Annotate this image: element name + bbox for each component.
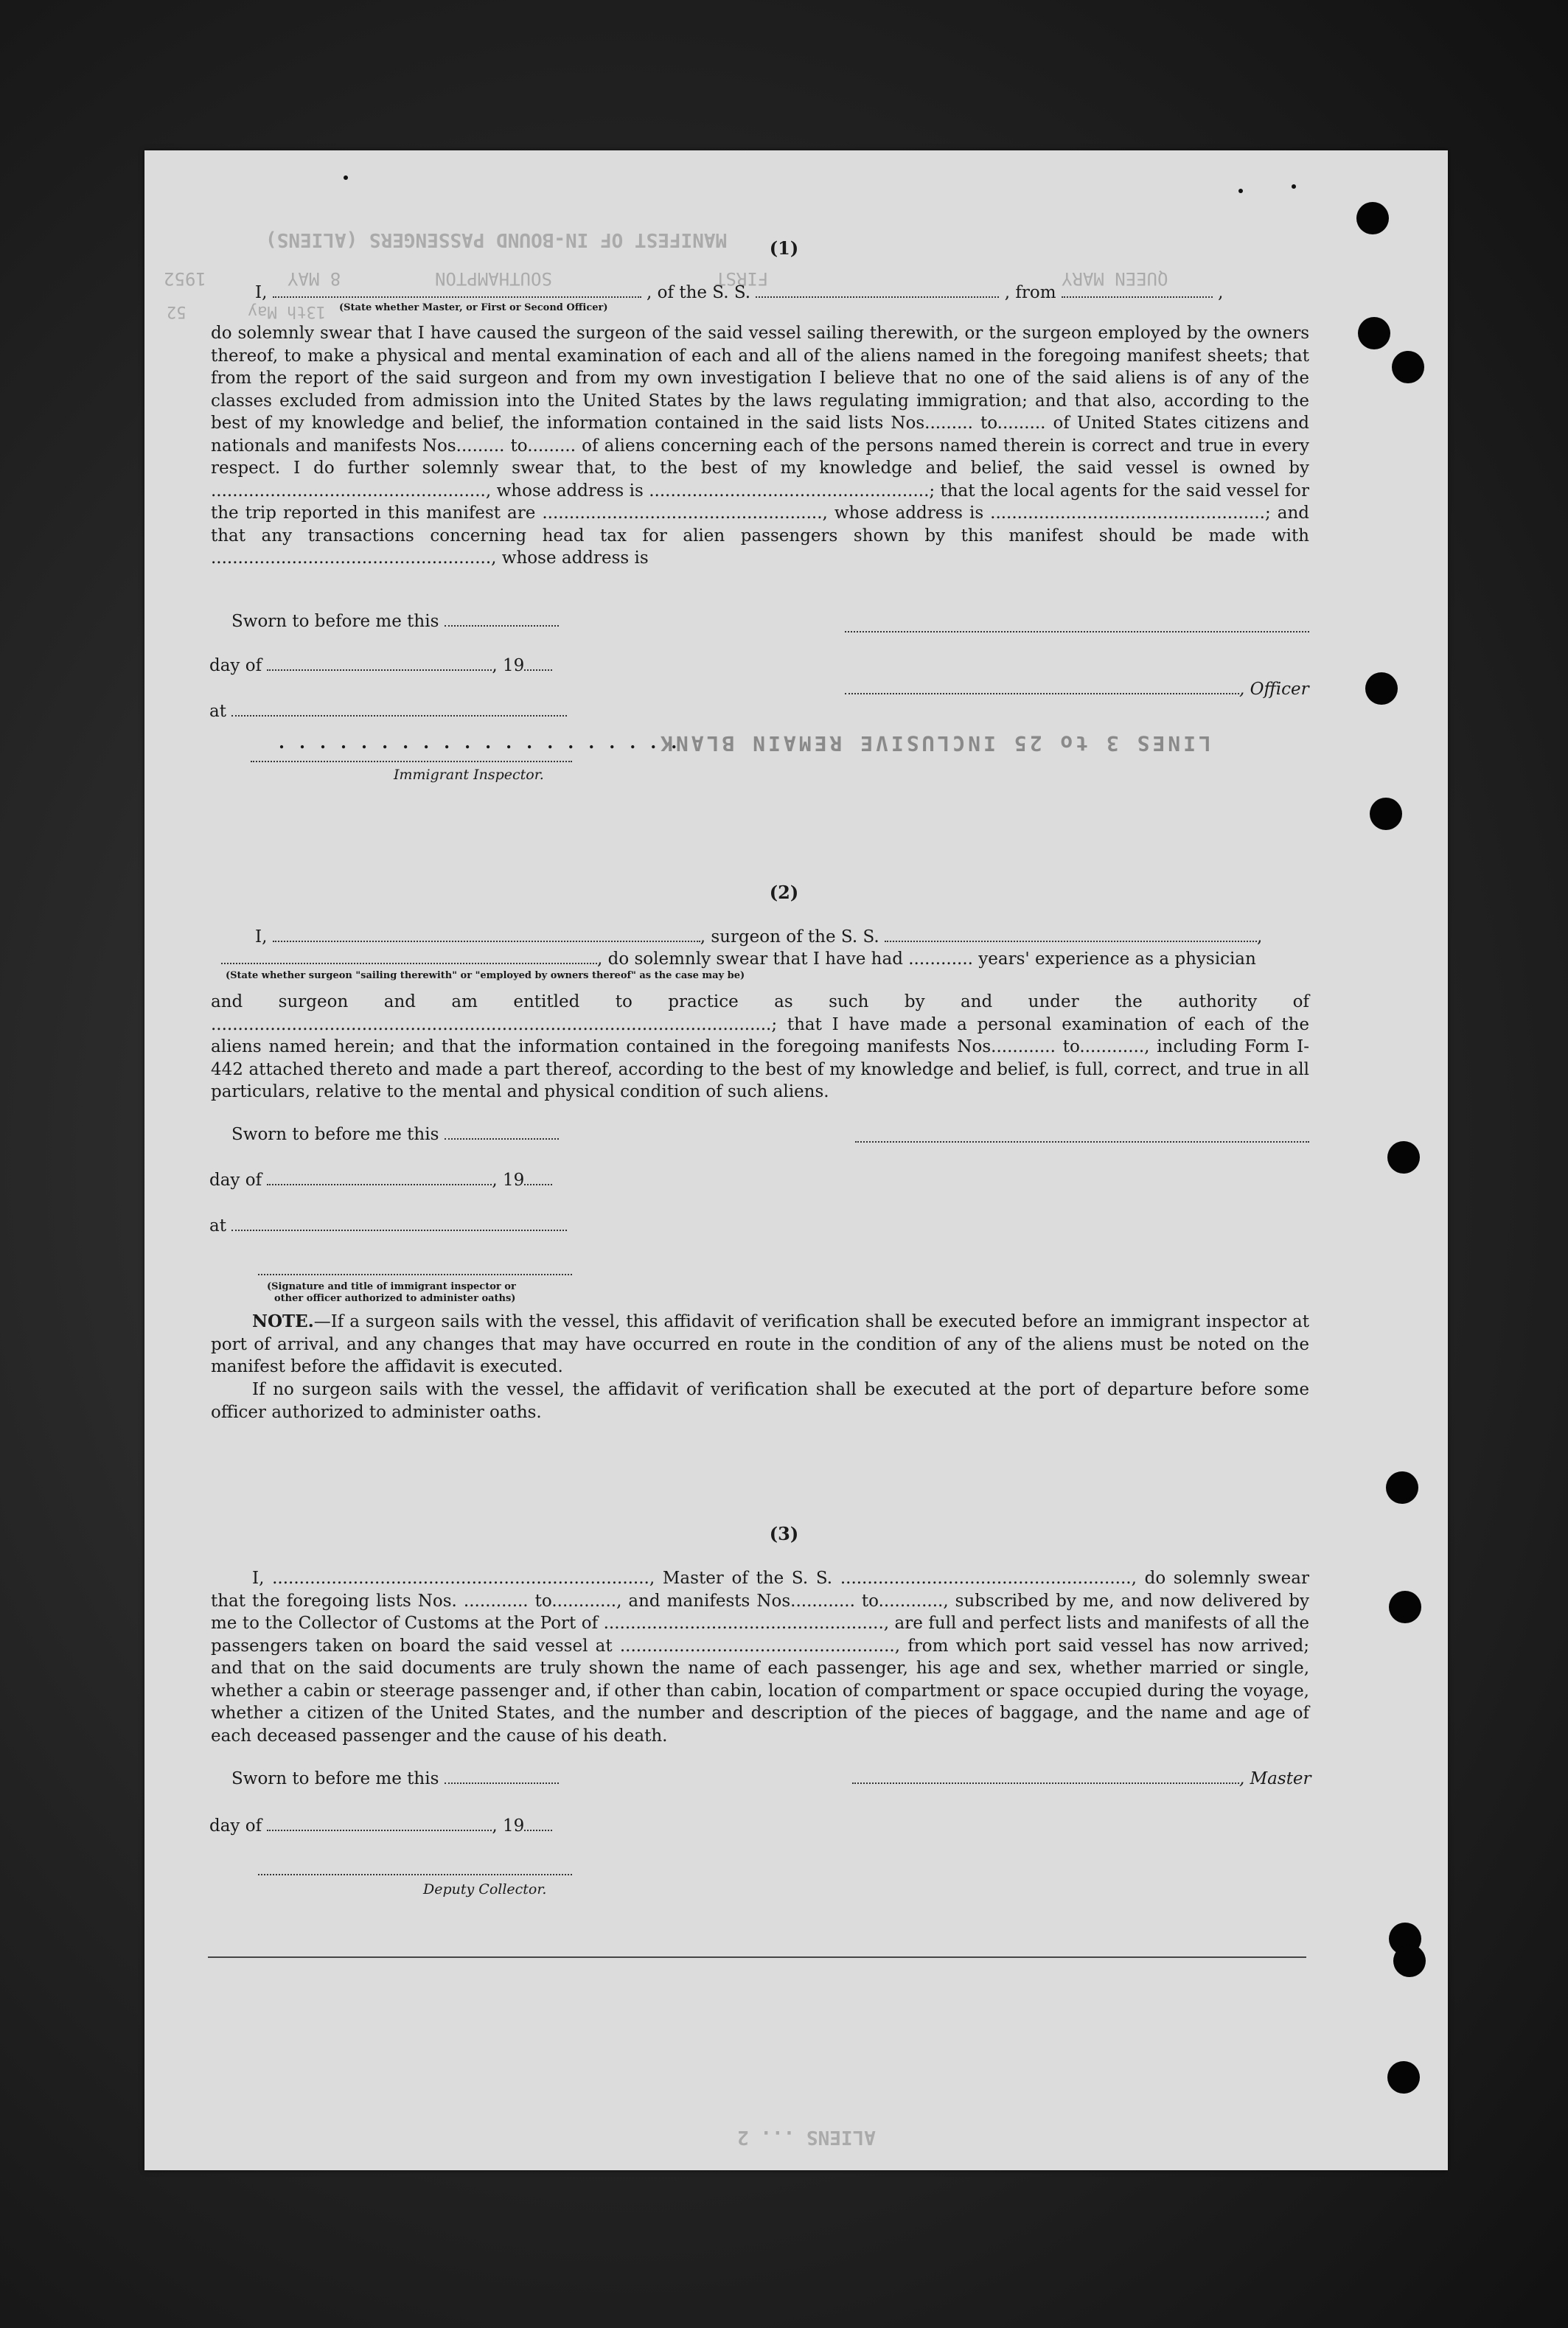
section-1-paragraph: do solemnly swear that I have caused the surgeon of the said vessel sailing therewith, or the surgeon employed by the owners thereof, to make a physical and mental examination of each and all of the aliens named in the foregoing manifest sheets; that from the report of the said surgeon and from my own investigation I believe that no one of the said aliens is of any of the classes excluded from admission into the United States by the laws regulating immigration; and that also, according to the best of my knowledge and belief, the information contained in the said lists Nos......... to......... of United States citizens and nationals and manifests Nos......... to......... of aliens concerning each of the persons named therein is correct and true in every respect. I do further solemnly swear that, to the best of my knowledge and belief, the said vessel is owned by ..................................................., whose address is ....................................................; that the local agents for the said vessel for the trip reported in this manifest are ...................................................., whose address is ...................................................; and that any transactions concerning head tax for alien passengers shown by this manifest should be made with ...................................................., whose address is xyxy=(211,324,1309,568)
section-1-line-1 xyxy=(255,283,1223,302)
section-1-comma: , xyxy=(1218,283,1224,302)
year-blank xyxy=(524,669,552,671)
binder-hole xyxy=(1389,1591,1421,1623)
section-2-day-of xyxy=(209,1171,552,1190)
year-label: , 19 xyxy=(492,656,525,675)
deputy-collector-label: Deputy Collector. xyxy=(423,1881,547,1897)
year-blank xyxy=(524,1829,552,1831)
year-blank xyxy=(524,1183,552,1185)
bleed-through-ship: QUEEN MARY xyxy=(1062,268,1168,289)
inspector-signature-line xyxy=(251,761,572,762)
section-3-sworn xyxy=(231,1769,559,1788)
binder-hole xyxy=(1387,1141,1420,1174)
immigrant-inspector-label: Immigrant Inspector. xyxy=(394,767,544,783)
binder-hole xyxy=(1387,2061,1420,2094)
officer-signature-line-1 xyxy=(845,631,1309,632)
bleed-through-class: FIRST xyxy=(715,268,769,289)
bleed-through-footer: ALIENS ... 2 xyxy=(737,2126,876,2148)
section-1-i: I, xyxy=(255,283,268,302)
section-1-number: (1) xyxy=(769,237,799,259)
surgeon-ship-blank xyxy=(885,940,1257,942)
binder-hole xyxy=(1356,202,1389,234)
bleed-through-arrival: 13th May xyxy=(248,302,326,321)
section-1-ship-blank xyxy=(756,296,999,298)
section-2-number: (2) xyxy=(769,882,799,903)
section-3-paragraph: I, ......................................................................, Master of the S. S. ......................................................, do solemnly swear that the foregoing lists Nos. ............ to............, and manifests Nos............ to............, subscribed by me, and now delivered by me to the Collector of Customs at the Port of ...................................................., are full and perfect lists and manifests of all the passengers taken on board the said vessel at ..................................................., from which port said vessel has now arrived; and that on the said documents are truly shown the name of each passenger, his age and sex, whether married or single, whether a cabin or steerage passenger and, if other than cabin, location of compartment or space occupied during the voyage, whether a citizen of the United States, and the number and description of the pieces of baggage, and the name and age of each deceased passenger and the cause of his death. xyxy=(211,1569,1309,1746)
section-1-officer-blank xyxy=(273,296,641,298)
binder-hole xyxy=(1386,1471,1418,1504)
lines-blank-stamp: LINES 3 to 25 INCLUSIVE REMAIN BLANK xyxy=(658,731,1211,756)
section-3-master-signature xyxy=(852,1769,1311,1788)
section-2-note-2: If no surgeon sails with the vessel, the affidavit of verification shall be executed at the port of departure before some officer authorized to administer oaths. xyxy=(211,1380,1309,1422)
officer-signature-line-2 xyxy=(845,692,1239,694)
section-1-of-ss: , of the S. S. xyxy=(647,283,751,302)
day-of-label: day of xyxy=(209,656,262,675)
section-1-dotted-row: . . . . . . . . . . . . . . . . . . . . xyxy=(279,733,682,753)
section-3-number: (3) xyxy=(769,1523,799,1544)
deputy-signature-line xyxy=(258,1874,572,1875)
bleed-through-year: 1952 xyxy=(164,268,206,289)
bleed-through-port: SOUTHAMPTON xyxy=(435,268,552,289)
signature-caption-line-2: other officer authorized to administer oaths) xyxy=(274,1293,516,1304)
note-label: NOTE. xyxy=(252,1311,314,1331)
binder-hole xyxy=(1358,317,1390,349)
bleed-through-year2: 52 xyxy=(167,302,187,321)
section-1-sworn xyxy=(231,612,559,631)
section-1-from: , from xyxy=(1004,283,1056,302)
speck xyxy=(344,175,348,180)
section-1-officer-caption: (State whether Master, or First or Second Officer) xyxy=(339,302,608,313)
at-blank xyxy=(231,1229,567,1231)
surgeon-name-blank xyxy=(273,940,700,942)
day-of-blank xyxy=(267,669,492,671)
section-3-day-of xyxy=(209,1816,552,1836)
section-2-sworn xyxy=(231,1125,559,1144)
section-1-officer-signature xyxy=(845,680,1309,699)
at-label: at xyxy=(209,1216,226,1236)
speck xyxy=(1238,189,1243,193)
surgeon-signature-line xyxy=(855,1141,1309,1143)
speck xyxy=(1292,184,1296,189)
section-2-line-1: I, , surgeon of the S. S. , xyxy=(255,927,1263,947)
day-of-blank xyxy=(267,1829,492,1831)
sworn-label: Sworn to before me this xyxy=(231,1125,439,1144)
surgeon-status-blank xyxy=(221,962,597,964)
bottom-rule xyxy=(208,1956,1306,1958)
day-of-label: day of xyxy=(209,1816,262,1836)
year-label: , 19 xyxy=(492,1816,525,1836)
section-2-i: I, xyxy=(255,927,268,947)
surgeon-of-ss: , surgeon of the S. S. xyxy=(700,927,879,947)
section-2-line-2 xyxy=(221,949,1256,969)
sworn-blank xyxy=(445,1137,559,1140)
section-1-from-blank xyxy=(1062,296,1213,298)
note-text: —If a surgeon sails with the vessel, this affidavit of verification shall be executed before an immigrant inspector at port of arrival, and any changes that may have occurred en route in the condition of any of the aliens must be noted on the manifest before the affidavit is executed. xyxy=(211,1312,1309,1376)
surgeon-status-caption: (State whether surgeon "sailing therewith" or "employed by owners thereof" as the case may be) xyxy=(226,970,745,981)
day-of-blank xyxy=(267,1183,492,1185)
bleed-through-title: MANIFEST OF IN-BOUND PASSENGERS (ALIENS) xyxy=(265,229,728,251)
year-label: , 19 xyxy=(492,1171,525,1190)
signature-caption-line-1: (Signature and title of immigrant inspector or xyxy=(267,1281,516,1292)
sworn-label: Sworn to before me this xyxy=(231,1769,439,1788)
binder-hole xyxy=(1370,798,1402,830)
section-2-paragraph: and surgeon and am entitled to practice as such by and under the authority of ........................................................................................................; that I have made a personal examination of each of the aliens named herein; and that the information contained in the foregoing manifests Nos............ to............, including Form I-442 attached thereto and made a part thereof, according to the best of my knowledge and belief, is full, correct, and true in all particulars, relative to the mental and physical condition of such aliens. xyxy=(211,992,1309,1101)
binder-hole xyxy=(1365,672,1398,705)
sworn-label: Sworn to before me this xyxy=(231,612,439,631)
section-2-note xyxy=(211,1311,1309,1379)
at-label: at xyxy=(209,702,226,721)
sworn-blank xyxy=(445,1782,559,1784)
section-2-at xyxy=(209,1216,567,1236)
master-signature-line xyxy=(852,1782,1239,1784)
binder-hole xyxy=(1393,1945,1426,1977)
section-2-signature-line xyxy=(258,1274,572,1275)
officer-label: , Officer xyxy=(1239,680,1309,699)
section-1-day-of xyxy=(209,656,552,675)
swear-physician-text: , do solemnly swear that I have had ............ years' experience as a physician xyxy=(597,949,1256,969)
at-blank xyxy=(231,714,567,717)
master-label: , Master xyxy=(1239,1769,1311,1788)
bleed-through-date: 8 MAY xyxy=(288,268,341,289)
binder-hole xyxy=(1392,351,1424,383)
day-of-label: day of xyxy=(209,1171,262,1190)
section-1-at xyxy=(209,702,567,721)
sworn-blank xyxy=(445,624,559,627)
